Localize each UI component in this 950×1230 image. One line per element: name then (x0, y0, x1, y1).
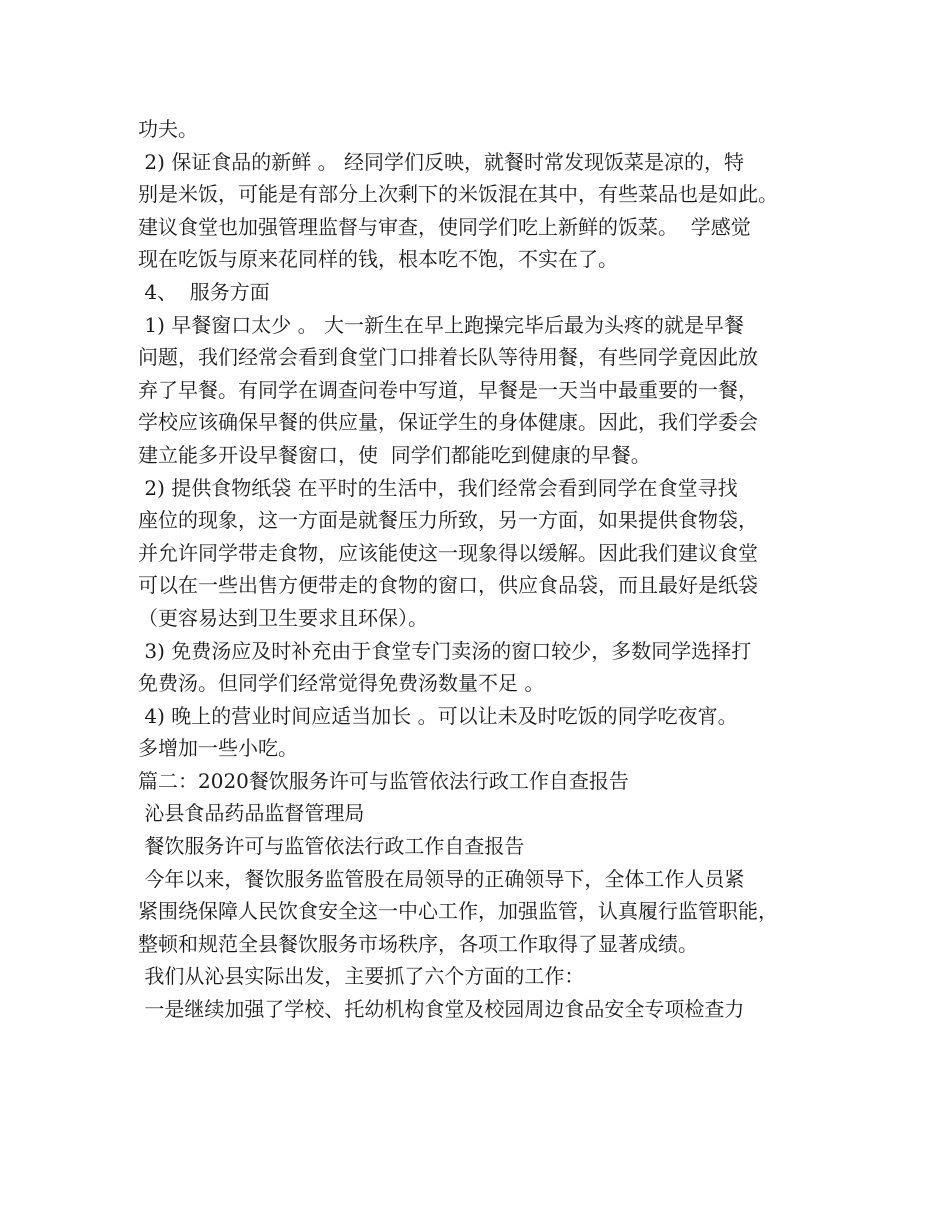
article-title: 篇二：2020餐饮服务许可与监管依法行政工作自查报告 (138, 768, 629, 793)
text-line: 功夫。 (138, 117, 198, 141)
text-line: 整顿和规范全县餐饮服务市场秩序，各项工作取得了显著成绩。 (138, 931, 698, 956)
text-line: 免费汤。但同学们经常觉得免费汤数量不足 。 (138, 671, 545, 696)
text-line: （更容易达到卫生要求且环保）。 (138, 605, 428, 630)
text-line: 我们从沁县实际出发，主要抓了六个方面的工作： (138, 964, 585, 989)
text-line: 现在吃饭与原来花同样的钱，根本吃不饱，不实在了。 (138, 247, 618, 272)
text-line: 弃了早餐。有同学在调查问卷中写道，早餐是一天当中最重要的一餐， (138, 377, 758, 402)
text-line: 多增加一些小吃。 (138, 736, 298, 761)
text-line: 学校应该确保早餐的供应量，保证学生的身体健康。因此，我们学委会 (138, 410, 758, 435)
text-line: 2) 提供食物纸袋 在平时的生活中，我们经常会看到同学在食堂寻找 (138, 475, 738, 500)
text-line: 建议食堂也加强管理监督与审查，使同学们吃上新鲜的饭菜。 学感觉 (138, 214, 751, 239)
report-title: 餐饮服务许可与监管依法行政工作自查报告 (138, 834, 525, 859)
text-line: 问题，我们经常会看到食堂门口排着长队等待用餐，有些同学竟因此放 (138, 345, 758, 370)
text-line: 座位的现象，这一方面是就餐压力所致，另一方面，如果提供食物袋， (138, 508, 758, 533)
text-line: 今年以来，餐饮服务监管股在局领导的正确领导下，全体工作人员紧 (138, 866, 745, 891)
text-line: 3) 免费汤应及时补充由于食堂专门卖汤的窗口较少，多数同学选择打 (138, 638, 752, 663)
text-line: 1) 早餐窗口太少 。 大一新生在早上跑操完毕后最为头疼的就是早餐 (138, 312, 744, 337)
text-line: 并允许同学带走食物，应该能使这一现象得以缓解。因此我们建议食堂 (138, 540, 758, 565)
document-body (138, 113, 838, 1026)
organization-name: 沁县食品药品监督管理局 (138, 801, 365, 826)
text-line: 4) 晚上的营业时间应适当加长 。可以让未及时吃饭的同学吃夜宵。 (138, 703, 738, 728)
text-line: 别是米饭，可能是有部分上次剩下的米饭混在其中，有些菜品也是如此。 (138, 182, 778, 207)
section-heading: 4、 服务方面 (138, 279, 270, 304)
text-line: 紧围绕保障人民饮食安全这一中心工作，加强监管，认真履行监管职能， (138, 899, 778, 924)
text-line: 建立能多开设早餐窗口，使 同学们都能吃到健康的早餐。 (138, 442, 651, 467)
text-line: 一是继续加强了学校、托幼机构食堂及校园周边食品安全专项检查力 (138, 997, 745, 1022)
text-line: 2) 保证食品的新鲜 。 经同学们反映，就餐时常发现饭菜是凉的，特 (138, 149, 744, 174)
text-line: 可以在一些出售方便带走的食物的窗口，供应食品袋，而且最好是纸袋 (138, 573, 758, 598)
